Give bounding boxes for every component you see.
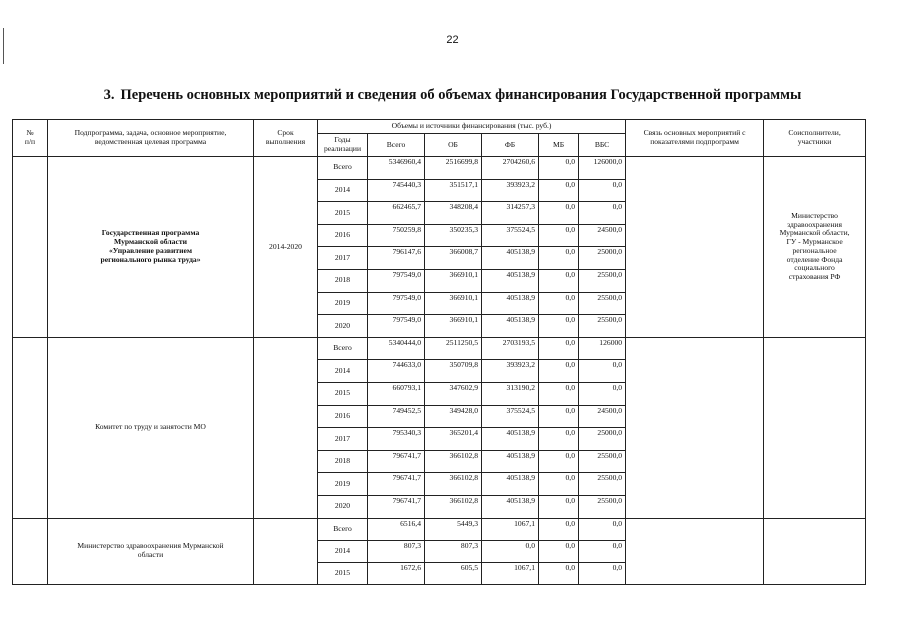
ob-value: 350235,3 xyxy=(425,224,482,247)
mb-value: 0,0 xyxy=(539,157,579,180)
fb-value: 375524,5 xyxy=(482,405,539,428)
fb-value: 393923,2 xyxy=(482,360,539,383)
fb-value: 405138,9 xyxy=(482,315,539,338)
fb-value: 393923,2 xyxy=(482,179,539,202)
ob-value: 350709,8 xyxy=(425,360,482,383)
fb-value: 0,0 xyxy=(482,540,539,562)
header-ob: ОБ xyxy=(425,134,482,157)
fb-value: 313190,2 xyxy=(482,382,539,405)
vbs-value: 126000 xyxy=(579,337,626,360)
ob-value: 605,5 xyxy=(425,562,482,584)
year-label: 2014 xyxy=(318,360,368,383)
total-value: 796741,7 xyxy=(368,473,425,496)
ob-value: 366102,8 xyxy=(425,450,482,473)
executors-cell xyxy=(764,337,866,518)
ob-value: 347602,9 xyxy=(425,382,482,405)
ob-value: 2516699,8 xyxy=(425,157,482,180)
mb-value: 0,0 xyxy=(539,540,579,562)
executors-cell xyxy=(764,518,866,584)
header-executors: Соисполнители, участники xyxy=(764,120,866,157)
header-term: Срок выполнения xyxy=(254,120,318,157)
total-value: 6516,4 xyxy=(368,518,425,540)
mb-value: 0,0 xyxy=(539,202,579,225)
total-value: 797549,0 xyxy=(368,315,425,338)
financing-table xyxy=(12,119,866,585)
header-link: Связь основных мероприятий с показателями подпрограмм xyxy=(626,120,764,157)
fb-value: 1067,1 xyxy=(482,562,539,584)
vbs-value: 0,0 xyxy=(579,562,626,584)
header-years: Годы реализации xyxy=(318,134,368,157)
mb-value: 0,0 xyxy=(539,405,579,428)
mb-value: 0,0 xyxy=(539,360,579,383)
mb-value: 0,0 xyxy=(539,450,579,473)
mb-value: 0,0 xyxy=(539,247,579,270)
mb-value: 0,0 xyxy=(539,428,579,451)
link-cell xyxy=(626,337,764,518)
ob-value: 366102,8 xyxy=(425,473,482,496)
mb-value: 0,0 xyxy=(539,382,579,405)
header-subprogram: Подпрограмма, задача, основное мероприятие, ведомственная целевая программа xyxy=(48,120,254,157)
ob-value: 366102,8 xyxy=(425,495,482,518)
mb-value: 0,0 xyxy=(539,292,579,315)
fb-value: 2703193,5 xyxy=(482,337,539,360)
vbs-value: 0,0 xyxy=(579,360,626,383)
total-value: 5346960,4 xyxy=(368,157,425,180)
ob-value: 366008,7 xyxy=(425,247,482,270)
total-value: 5340444,0 xyxy=(368,337,425,360)
total-value: 750259,8 xyxy=(368,224,425,247)
vbs-value: 0,0 xyxy=(579,382,626,405)
heading-text: Перечень основных мероприятий и сведения об объемах финансирования Государственной программы xyxy=(120,87,802,103)
header-vbs: ВБС xyxy=(579,134,626,157)
mb-value: 0,0 xyxy=(539,269,579,292)
total-value: 662465,7 xyxy=(368,202,425,225)
vbs-value: 25500,0 xyxy=(579,292,626,315)
ob-value: 2511250,5 xyxy=(425,337,482,360)
row-number-cell xyxy=(13,157,48,338)
fb-value: 405138,9 xyxy=(482,428,539,451)
row-number-cell xyxy=(13,337,48,518)
ob-value: 807,3 xyxy=(425,540,482,562)
ob-value: 366910,1 xyxy=(425,292,482,315)
link-cell xyxy=(626,157,764,338)
program-name-cell: Государственная программа Мурманской области «Управление развитием регионального рынка труда» xyxy=(48,157,254,338)
term-cell xyxy=(254,337,318,518)
year-label: 2016 xyxy=(318,405,368,428)
total-value: 796147,6 xyxy=(368,247,425,270)
vbs-value: 25500,0 xyxy=(579,269,626,292)
ob-value: 351517,1 xyxy=(425,179,482,202)
year-label: Всего xyxy=(318,157,368,180)
year-label: 2016 xyxy=(318,224,368,247)
year-label: 2019 xyxy=(318,473,368,496)
ob-value: 348208,4 xyxy=(425,202,482,225)
total-value: 795340,3 xyxy=(368,428,425,451)
year-label: 2015 xyxy=(318,562,368,584)
total-value: 796741,7 xyxy=(368,495,425,518)
year-label: 2017 xyxy=(318,428,368,451)
mb-value: 0,0 xyxy=(539,337,579,360)
ob-value: 366910,1 xyxy=(425,269,482,292)
vbs-value: 24500,0 xyxy=(579,405,626,428)
year-label: 2018 xyxy=(318,269,368,292)
vbs-value: 0,0 xyxy=(579,179,626,202)
fb-value: 405138,9 xyxy=(482,450,539,473)
year-label: 2015 xyxy=(318,382,368,405)
mb-value: 0,0 xyxy=(539,179,579,202)
page-number: 22 xyxy=(446,34,459,46)
year-label: 2018 xyxy=(318,450,368,473)
vbs-value: 25000,0 xyxy=(579,247,626,270)
total-value: 807,3 xyxy=(368,540,425,562)
ob-value: 5449,3 xyxy=(425,518,482,540)
ob-value: 349428,0 xyxy=(425,405,482,428)
fb-value: 405138,9 xyxy=(482,269,539,292)
year-label: 2014 xyxy=(318,179,368,202)
vbs-value: 126000,0 xyxy=(579,157,626,180)
mb-value: 0,0 xyxy=(539,315,579,338)
row-number-cell xyxy=(13,518,48,584)
fb-value: 405138,9 xyxy=(482,495,539,518)
total-value: 797549,0 xyxy=(368,269,425,292)
year-label: 2015 xyxy=(318,202,368,225)
header-mb: МБ xyxy=(539,134,579,157)
vbs-value: 25500,0 xyxy=(579,315,626,338)
vbs-value: 25500,0 xyxy=(579,495,626,518)
fb-value: 405138,9 xyxy=(482,292,539,315)
executor-name-cell: Комитет по труду и занятости МО xyxy=(48,337,254,518)
total-value: 797549,0 xyxy=(368,292,425,315)
mb-value: 0,0 xyxy=(539,224,579,247)
vbs-value: 24500,0 xyxy=(579,224,626,247)
vbs-value: 25500,0 xyxy=(579,450,626,473)
total-value: 660793,1 xyxy=(368,382,425,405)
mb-value: 0,0 xyxy=(539,495,579,518)
fb-value: 405138,9 xyxy=(482,247,539,270)
executor-name-cell: Министерство здравоохранения Мурманской области xyxy=(48,518,254,584)
year-label: Всего xyxy=(318,518,368,540)
header-total: Всего xyxy=(368,134,425,157)
vbs-value: 25500,0 xyxy=(579,473,626,496)
fb-value: 405138,9 xyxy=(482,473,539,496)
year-label: 2019 xyxy=(318,292,368,315)
year-label: 2020 xyxy=(318,495,368,518)
header-financing: Объемы и источники финансирования (тыс. руб.) xyxy=(318,120,626,134)
total-value: 749452,5 xyxy=(368,405,425,428)
mb-value: 0,0 xyxy=(539,473,579,496)
link-cell xyxy=(626,518,764,584)
vbs-value: 25000,0 xyxy=(579,428,626,451)
year-label: 2020 xyxy=(318,315,368,338)
vbs-value: 0,0 xyxy=(579,540,626,562)
term-cell xyxy=(254,518,318,584)
total-value: 1672,6 xyxy=(368,562,425,584)
ob-value: 365201,4 xyxy=(425,428,482,451)
fb-value: 1067,1 xyxy=(482,518,539,540)
total-value: 745440,3 xyxy=(368,179,425,202)
header-fb: ФБ xyxy=(482,134,539,157)
total-value: 744633,0 xyxy=(368,360,425,383)
year-label: Всего xyxy=(318,337,368,360)
document-heading xyxy=(0,87,905,104)
header-num: № п/п xyxy=(13,120,48,157)
fb-value: 314257,3 xyxy=(482,202,539,225)
year-label: 2017 xyxy=(318,247,368,270)
ob-value: 366910,1 xyxy=(425,315,482,338)
heading-number: 3. xyxy=(103,87,115,103)
vbs-value: 0,0 xyxy=(579,202,626,225)
mb-value: 0,0 xyxy=(539,562,579,584)
executors-cell: Министерство здравоохранения Мурманской области, ГУ - Мурманское региональное отделение Фонда социального страхования РФ xyxy=(764,157,866,338)
term-cell: 2014-2020 xyxy=(254,157,318,338)
total-value: 796741,7 xyxy=(368,450,425,473)
mb-value: 0,0 xyxy=(539,518,579,540)
fb-value: 375524,5 xyxy=(482,224,539,247)
year-label: 2014 xyxy=(318,540,368,562)
vbs-value: 0,0 xyxy=(579,518,626,540)
fb-value: 2704260,6 xyxy=(482,157,539,180)
